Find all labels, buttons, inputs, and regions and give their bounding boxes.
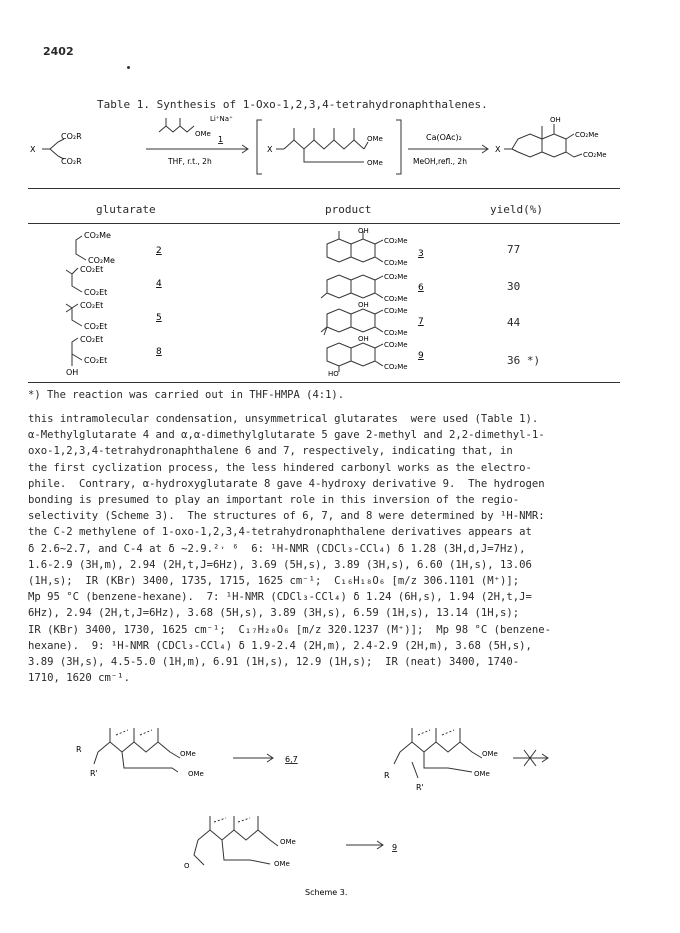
row4-product-number: 9 xyxy=(418,351,424,361)
yield-row2: 30 xyxy=(507,280,521,293)
scheme3-ome-left-top: OMe xyxy=(180,750,196,758)
scheme3-ome-bottom-top: OMe xyxy=(280,838,296,846)
body-line: 1.6-2.9 (3H,m), 2.94 (2H,t,J=6Hz), 3.69 (5H,s), 3.89 (3H,s), 6.60 (1H,s), 13.06 xyxy=(28,558,532,571)
row1-product-co2me-top: CO₂Me xyxy=(384,237,408,245)
body-line: phile. Contrary, α-hydroxyglutarate 8 gave 4-hydroxy derivative 9. The hydrogen xyxy=(28,477,545,490)
scheme3-ome-right-bottom: OMe xyxy=(474,770,490,778)
row3-glutarate-number: 5 xyxy=(156,313,162,323)
body-line: the first cyclization process, the less hindered carbonyl works as the electro- xyxy=(28,461,532,474)
body-line: α-Methylglutarate 4 and α,α-dimethylglutarate 5 gave 2-methyl and 2,2-dimethyl-1- xyxy=(28,429,545,442)
table-rule-mid xyxy=(28,223,620,224)
body-line: (1H,s); IR (KBr) 3400, 1735, 1715, 1625 cm⁻¹; C₁₆H₁₈O₆ [m/z 306.1101 (M⁺)]; xyxy=(28,575,520,588)
row2-product-co2me-bottom: CO₂Me xyxy=(384,295,408,303)
reagent-counterion: Li⁺Na⁺ xyxy=(210,115,233,123)
row4-glutarate-co2et-bottom: CO₂Et xyxy=(84,356,108,365)
row1-glutarate-co2me-top: CO₂Me xyxy=(84,231,111,240)
row4-glutarate-number: 8 xyxy=(156,347,162,357)
reaction-scheme xyxy=(28,112,628,180)
body-line: this intramolecular condensation, unsymmetrical glutarates were used (Table 1). xyxy=(28,413,539,425)
row4-product-oh: OH xyxy=(358,335,369,343)
body-line: 1710, 1620 cm⁻¹. xyxy=(28,672,131,685)
row2-glutarate-number: 4 xyxy=(156,279,162,289)
scheme3-r-left: R xyxy=(76,745,82,754)
scheme3-o-bridge: O xyxy=(184,862,190,870)
yield-row1: 77 xyxy=(507,243,521,256)
body-line: Mp 95 °C (benzene-hexane). 7: ¹H-NMR (CDCl₃-CCl₄) δ 1.24 (6H,s), 1.94 (2H,t,J= xyxy=(28,591,532,604)
intermediate-x-label: X xyxy=(267,145,273,154)
row2-product-co2me-top: CO₂Me xyxy=(384,273,408,281)
body-text xyxy=(28,411,628,686)
row2-glutarate-co2et-top: CO₂Et xyxy=(80,265,104,274)
x-label: X xyxy=(30,145,36,154)
scheme3-ome-bottom-bottom: OMe xyxy=(274,860,290,868)
row1-product-co2me-bottom: CO₂Me xyxy=(384,259,408,267)
intermediate-ome-bottom: OMe xyxy=(367,159,383,167)
scheme3-r-right: R xyxy=(384,771,390,780)
scheme3-caption: Scheme 3. xyxy=(305,888,348,897)
row2-glutarate-co2et-bottom: CO₂Et xyxy=(84,288,108,297)
scheme3-ome-right-top: OMe xyxy=(482,750,498,758)
row4-product-co2me-bottom: CO₂Me xyxy=(384,363,408,371)
row1-product-oh: OH xyxy=(358,228,369,235)
stray-dot xyxy=(127,66,130,69)
product-x-label: X xyxy=(495,145,501,154)
body-line: hexane). 9: ¹H-NMR (CDCl₃-CCl₄) δ 1.9-2.4 (2H,m), 2.4-2.9 (2H,m), 3.68 (5H,s), xyxy=(28,639,532,652)
intermediate-ome-top: OMe xyxy=(367,135,383,143)
row4-glutarate-oh: OH xyxy=(66,368,79,377)
body-line: δ 2.6~2.7, and C-4 at δ ~2.9.²˒ ⁶ 6: ¹H-NMR (CDCl₃-CCl₄) δ 1.28 (3H,d,J=7Hz), xyxy=(28,542,526,555)
row1-glutarate-number: 2 xyxy=(156,246,162,256)
condition-2-bottom: MeOH,refl., 2h xyxy=(413,157,467,166)
body-line: 6Hz), 2.94 (2H,t,J=6Hz), 3.68 (5H,s), 3.89 (3H,s), 6.59 (1H,s), 13.14 (1H,s); xyxy=(28,607,520,620)
row3-product-co2me-top: CO₂Me xyxy=(384,307,408,315)
header-product: product xyxy=(325,203,372,216)
body-line: bonding is presumed to play an important role in this inversion of the regio- xyxy=(28,494,520,507)
condition-1: THF, r.t., 2h xyxy=(168,157,212,166)
product-oh: OH xyxy=(550,116,561,124)
row4-product-co2me-top: CO₂Me xyxy=(384,341,408,349)
page-number: 2402 xyxy=(43,45,74,58)
product-co2me-bottom: CO₂Me xyxy=(583,151,607,159)
yield-row3: 44 xyxy=(507,316,521,329)
header-glutarate: glutarate xyxy=(96,203,156,216)
reagent-ome: OMe xyxy=(195,130,211,138)
row1-glutarate-co2me-bottom: CO₂Me xyxy=(88,256,115,265)
row4-product-ho: HO xyxy=(328,370,339,378)
scheme3-product-b: 9 xyxy=(392,843,398,852)
scheme-3 xyxy=(28,700,628,910)
row4-glutarate-co2et-top: CO₂Et xyxy=(80,335,104,344)
body-line: the C-2 methylene of 1-oxo-1,2,3,4-tetrahydronaphthalene derivatives appears at xyxy=(28,526,532,539)
body-line: selectivity (Scheme 3). The structures of 6, 7, and 8 were determined by ¹H-NMR: xyxy=(28,510,545,523)
scheme3-product-a: 6,7 xyxy=(285,755,298,764)
header-yield: yield(%) xyxy=(490,203,543,216)
reagent-number: 1 xyxy=(218,135,224,144)
table-caption: Table 1. Synthesis of 1-Oxo-1,2,3,4-tetrahydronaphthalenes. xyxy=(97,98,488,111)
table-footnote: *) The reaction was carried out in THF-HMPA (4:1). xyxy=(28,389,345,401)
scheme3-rp-right: R' xyxy=(416,783,424,792)
row1-product-number: 3 xyxy=(418,249,424,259)
co2r-top-label: CO₂R xyxy=(61,132,82,141)
table-rule-bottom xyxy=(28,382,620,383)
yield-row4: 36 *) xyxy=(507,354,541,367)
row3-glutarate-co2et-bottom: CO₂Et xyxy=(84,322,108,331)
body-line: IR (KBr) 3400, 1730, 1625 cm⁻¹; C₁₇H₂₀O₆ [m/z 320.1237 (M⁺)]; Mp 98 °C (benzene- xyxy=(28,623,551,636)
row3-product-co2me-bottom: CO₂Me xyxy=(384,329,408,337)
body-line: 3.89 (3H,s), 4.5-5.0 (1H,m), 6.91 (1H,s), 12.9 (1H,s); IR (neat) 3400, 1740- xyxy=(28,656,520,669)
scheme3-ome-left-bottom: OMe xyxy=(188,770,204,778)
condition-2-top: Ca(OAc)₂ xyxy=(426,133,462,142)
scheme3-rp-left: R' xyxy=(90,769,98,778)
row3-product-number: 7 xyxy=(418,317,424,327)
co2r-bottom-label: CO₂R xyxy=(61,157,82,166)
table-rule-top xyxy=(28,188,620,189)
row3-glutarate-co2et-top: CO₂Et xyxy=(80,301,104,310)
row3-product-oh: OH xyxy=(358,301,369,309)
body-line: oxo-1,2,3,4-tetrahydronaphthalene 6 and 7, respectively, indicating that, in xyxy=(28,445,513,458)
product-co2me-top: CO₂Me xyxy=(575,131,599,139)
row2-product-number: 6 xyxy=(418,283,424,293)
